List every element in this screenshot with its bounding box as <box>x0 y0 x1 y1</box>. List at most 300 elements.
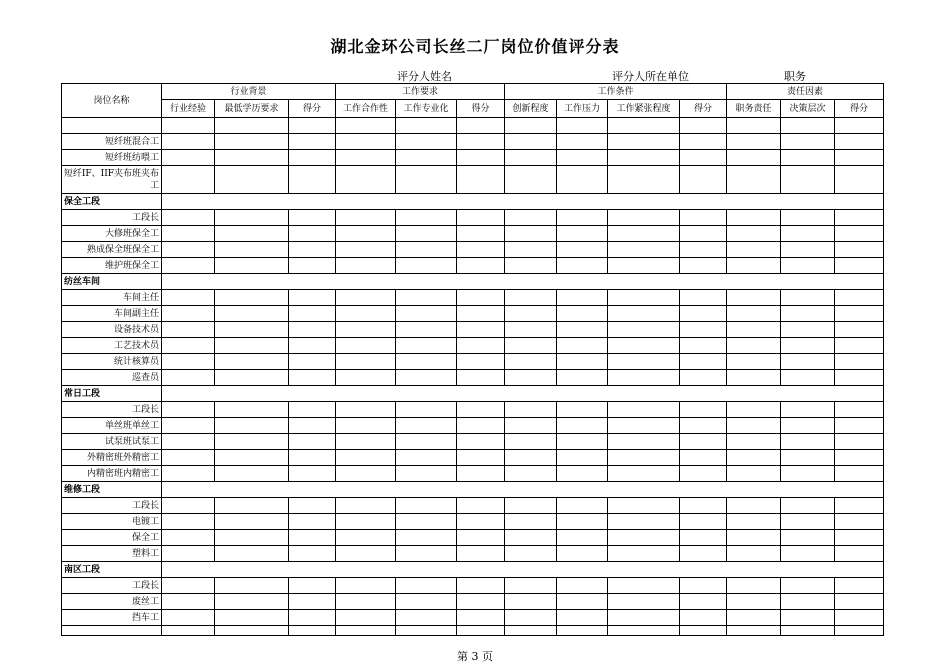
score-cell[interactable] <box>557 530 608 546</box>
score-cell[interactable] <box>557 578 608 594</box>
score-cell[interactable] <box>608 418 680 434</box>
score-cell[interactable] <box>162 258 215 274</box>
score-cell[interactable] <box>336 242 396 258</box>
score-cell[interactable] <box>396 210 457 226</box>
score-cell[interactable] <box>608 242 680 258</box>
score-cell[interactable] <box>505 434 557 450</box>
score-cell[interactable] <box>215 134 289 150</box>
score-cell[interactable] <box>162 610 215 626</box>
score-cell[interactable] <box>505 210 557 226</box>
score-cell[interactable] <box>608 610 680 626</box>
score-cell[interactable] <box>396 226 457 242</box>
score-cell[interactable] <box>608 546 680 562</box>
score-cell[interactable] <box>396 290 457 306</box>
score-cell[interactable] <box>289 514 336 530</box>
score-cell[interactable] <box>727 594 781 610</box>
score-cell[interactable] <box>396 242 457 258</box>
score-cell[interactable] <box>727 150 781 166</box>
score-cell[interactable] <box>336 150 396 166</box>
score-cell[interactable] <box>289 242 336 258</box>
score-cell[interactable] <box>289 258 336 274</box>
score-cell[interactable] <box>336 546 396 562</box>
score-cell[interactable] <box>336 322 396 338</box>
score-cell[interactable] <box>608 594 680 610</box>
score-cell[interactable] <box>727 450 781 466</box>
score-cell[interactable] <box>781 546 835 562</box>
score-cell[interactable] <box>336 434 396 450</box>
score-cell[interactable] <box>608 514 680 530</box>
score-cell[interactable] <box>162 450 215 466</box>
score-cell[interactable] <box>835 402 884 418</box>
score-cell[interactable] <box>289 594 336 610</box>
score-cell[interactable] <box>727 370 781 386</box>
score-cell[interactable] <box>505 150 557 166</box>
score-cell[interactable] <box>608 306 680 322</box>
score-cell[interactable] <box>727 546 781 562</box>
score-cell[interactable] <box>781 306 835 322</box>
score-cell[interactable] <box>457 610 505 626</box>
score-cell[interactable] <box>557 466 608 482</box>
score-cell[interactable] <box>505 338 557 354</box>
score-cell[interactable] <box>336 354 396 370</box>
score-cell[interactable] <box>215 322 289 338</box>
score-cell[interactable] <box>336 258 396 274</box>
score-cell[interactable] <box>289 338 336 354</box>
score-cell[interactable] <box>336 402 396 418</box>
score-cell[interactable] <box>457 594 505 610</box>
score-cell[interactable] <box>781 418 835 434</box>
score-cell[interactable] <box>781 338 835 354</box>
score-cell[interactable] <box>608 434 680 450</box>
score-cell[interactable] <box>505 402 557 418</box>
score-cell[interactable] <box>457 134 505 150</box>
score-cell[interactable] <box>557 594 608 610</box>
score-cell[interactable] <box>215 434 289 450</box>
score-cell[interactable] <box>557 226 608 242</box>
score-cell[interactable] <box>835 226 884 242</box>
score-cell[interactable] <box>505 578 557 594</box>
score-cell[interactable] <box>608 290 680 306</box>
score-cell[interactable] <box>727 578 781 594</box>
score-cell[interactable] <box>727 610 781 626</box>
score-cell[interactable] <box>608 578 680 594</box>
score-cell[interactable] <box>781 370 835 386</box>
score-cell[interactable] <box>557 150 608 166</box>
score-cell[interactable] <box>781 594 835 610</box>
score-cell[interactable] <box>162 546 215 562</box>
score-cell[interactable] <box>336 578 396 594</box>
score-cell[interactable] <box>162 354 215 370</box>
score-cell[interactable] <box>289 610 336 626</box>
score-cell[interactable] <box>336 610 396 626</box>
score-cell[interactable] <box>162 402 215 418</box>
score-cell[interactable] <box>336 450 396 466</box>
score-cell[interactable] <box>215 418 289 434</box>
score-cell[interactable] <box>215 354 289 370</box>
score-cell[interactable] <box>505 450 557 466</box>
score-cell[interactable] <box>505 354 557 370</box>
score-cell[interactable] <box>505 498 557 514</box>
score-cell[interactable] <box>289 402 336 418</box>
score-cell[interactable] <box>781 434 835 450</box>
score-cell[interactable] <box>557 166 608 194</box>
score-cell[interactable] <box>396 578 457 594</box>
score-cell[interactable] <box>215 578 289 594</box>
score-cell[interactable] <box>781 450 835 466</box>
score-cell[interactable] <box>608 466 680 482</box>
score-cell[interactable] <box>505 546 557 562</box>
score-cell[interactable] <box>396 546 457 562</box>
score-cell[interactable] <box>835 258 884 274</box>
score-cell[interactable] <box>457 402 505 418</box>
score-cell[interactable] <box>781 242 835 258</box>
score-cell[interactable] <box>457 150 505 166</box>
score-cell[interactable] <box>336 498 396 514</box>
score-cell[interactable] <box>608 354 680 370</box>
score-cell[interactable] <box>289 290 336 306</box>
score-cell[interactable] <box>557 610 608 626</box>
score-cell[interactable] <box>680 594 727 610</box>
score-cell[interactable] <box>396 134 457 150</box>
score-cell[interactable] <box>608 134 680 150</box>
score-cell[interactable] <box>396 466 457 482</box>
score-cell[interactable] <box>727 210 781 226</box>
score-cell[interactable] <box>289 434 336 450</box>
score-cell[interactable] <box>680 370 727 386</box>
score-cell[interactable] <box>215 290 289 306</box>
score-cell[interactable] <box>781 514 835 530</box>
score-cell[interactable] <box>727 466 781 482</box>
score-cell[interactable] <box>781 354 835 370</box>
score-cell[interactable] <box>505 610 557 626</box>
score-cell[interactable] <box>162 530 215 546</box>
score-cell[interactable] <box>289 150 336 166</box>
score-cell[interactable] <box>457 210 505 226</box>
score-cell[interactable] <box>608 370 680 386</box>
score-cell[interactable] <box>835 290 884 306</box>
score-cell[interactable] <box>835 546 884 562</box>
score-cell[interactable] <box>835 370 884 386</box>
score-cell[interactable] <box>457 226 505 242</box>
score-cell[interactable] <box>396 322 457 338</box>
score-cell[interactable] <box>608 498 680 514</box>
score-cell[interactable] <box>505 418 557 434</box>
score-cell[interactable] <box>505 226 557 242</box>
score-cell[interactable] <box>396 434 457 450</box>
score-cell[interactable] <box>396 402 457 418</box>
score-cell[interactable] <box>781 210 835 226</box>
score-cell[interactable] <box>457 498 505 514</box>
score-cell[interactable] <box>289 578 336 594</box>
score-cell[interactable] <box>162 306 215 322</box>
score-cell[interactable] <box>289 450 336 466</box>
score-cell[interactable] <box>505 530 557 546</box>
score-cell[interactable] <box>727 242 781 258</box>
score-cell[interactable] <box>557 370 608 386</box>
score-cell[interactable] <box>505 322 557 338</box>
score-cell[interactable] <box>457 338 505 354</box>
score-cell[interactable] <box>289 370 336 386</box>
score-cell[interactable] <box>680 498 727 514</box>
score-cell[interactable] <box>162 466 215 482</box>
score-cell[interactable] <box>557 354 608 370</box>
score-cell[interactable] <box>835 210 884 226</box>
score-cell[interactable] <box>396 166 457 194</box>
score-cell[interactable] <box>215 450 289 466</box>
score-cell[interactable] <box>727 530 781 546</box>
score-cell[interactable] <box>781 322 835 338</box>
score-cell[interactable] <box>215 338 289 354</box>
score-cell[interactable] <box>162 290 215 306</box>
score-cell[interactable] <box>396 498 457 514</box>
score-cell[interactable] <box>457 418 505 434</box>
score-cell[interactable] <box>457 450 505 466</box>
score-cell[interactable] <box>289 530 336 546</box>
score-cell[interactable] <box>336 290 396 306</box>
score-cell[interactable] <box>608 450 680 466</box>
score-cell[interactable] <box>835 530 884 546</box>
score-cell[interactable] <box>727 514 781 530</box>
score-cell[interactable] <box>835 322 884 338</box>
score-cell[interactable] <box>557 306 608 322</box>
score-cell[interactable] <box>162 418 215 434</box>
score-cell[interactable] <box>680 258 727 274</box>
score-cell[interactable] <box>727 166 781 194</box>
score-cell[interactable] <box>680 306 727 322</box>
score-cell[interactable] <box>215 226 289 242</box>
score-cell[interactable] <box>781 258 835 274</box>
score-cell[interactable] <box>727 418 781 434</box>
score-cell[interactable] <box>835 578 884 594</box>
score-cell[interactable] <box>162 226 215 242</box>
score-cell[interactable] <box>289 210 336 226</box>
score-cell[interactable] <box>680 322 727 338</box>
score-cell[interactable] <box>215 166 289 194</box>
score-cell[interactable] <box>457 514 505 530</box>
score-cell[interactable] <box>396 594 457 610</box>
score-cell[interactable] <box>557 290 608 306</box>
score-cell[interactable] <box>781 150 835 166</box>
score-cell[interactable] <box>557 402 608 418</box>
score-cell[interactable] <box>781 226 835 242</box>
score-cell[interactable] <box>727 226 781 242</box>
score-cell[interactable] <box>457 354 505 370</box>
score-cell[interactable] <box>835 166 884 194</box>
score-cell[interactable] <box>396 150 457 166</box>
score-cell[interactable] <box>289 226 336 242</box>
score-cell[interactable] <box>457 466 505 482</box>
score-cell[interactable] <box>215 258 289 274</box>
score-cell[interactable] <box>396 418 457 434</box>
score-cell[interactable] <box>835 150 884 166</box>
score-cell[interactable] <box>396 354 457 370</box>
score-cell[interactable] <box>781 530 835 546</box>
score-cell[interactable] <box>457 370 505 386</box>
score-cell[interactable] <box>781 610 835 626</box>
score-cell[interactable] <box>396 610 457 626</box>
score-cell[interactable] <box>680 242 727 258</box>
score-cell[interactable] <box>835 594 884 610</box>
score-cell[interactable] <box>835 134 884 150</box>
score-cell[interactable] <box>781 498 835 514</box>
score-cell[interactable] <box>162 514 215 530</box>
score-cell[interactable] <box>457 242 505 258</box>
score-cell[interactable] <box>215 514 289 530</box>
score-cell[interactable] <box>835 514 884 530</box>
score-cell[interactable] <box>336 226 396 242</box>
score-cell[interactable] <box>727 290 781 306</box>
score-cell[interactable] <box>162 434 215 450</box>
score-cell[interactable] <box>680 466 727 482</box>
score-cell[interactable] <box>457 546 505 562</box>
score-cell[interactable] <box>215 466 289 482</box>
score-cell[interactable] <box>557 434 608 450</box>
score-cell[interactable] <box>680 210 727 226</box>
score-cell[interactable] <box>727 338 781 354</box>
score-cell[interactable] <box>289 134 336 150</box>
score-cell[interactable] <box>557 258 608 274</box>
score-cell[interactable] <box>781 466 835 482</box>
score-cell[interactable] <box>680 434 727 450</box>
score-cell[interactable] <box>396 450 457 466</box>
score-cell[interactable] <box>727 134 781 150</box>
score-cell[interactable] <box>162 594 215 610</box>
score-cell[interactable] <box>680 166 727 194</box>
score-cell[interactable] <box>457 306 505 322</box>
score-cell[interactable] <box>215 306 289 322</box>
score-cell[interactable] <box>505 370 557 386</box>
score-cell[interactable] <box>215 242 289 258</box>
score-cell[interactable] <box>336 134 396 150</box>
score-cell[interactable] <box>608 150 680 166</box>
score-cell[interactable] <box>336 210 396 226</box>
score-cell[interactable] <box>457 166 505 194</box>
score-cell[interactable] <box>727 306 781 322</box>
score-cell[interactable] <box>505 166 557 194</box>
score-cell[interactable] <box>215 546 289 562</box>
score-cell[interactable] <box>557 418 608 434</box>
score-cell[interactable] <box>162 150 215 166</box>
score-cell[interactable] <box>505 258 557 274</box>
score-cell[interactable] <box>727 258 781 274</box>
score-cell[interactable] <box>289 166 336 194</box>
score-cell[interactable] <box>781 134 835 150</box>
score-cell[interactable] <box>727 498 781 514</box>
score-cell[interactable] <box>289 354 336 370</box>
score-cell[interactable] <box>680 402 727 418</box>
score-cell[interactable] <box>727 354 781 370</box>
score-cell[interactable] <box>680 530 727 546</box>
score-cell[interactable] <box>608 530 680 546</box>
score-cell[interactable] <box>396 338 457 354</box>
score-cell[interactable] <box>289 498 336 514</box>
score-cell[interactable] <box>162 370 215 386</box>
score-cell[interactable] <box>557 514 608 530</box>
score-cell[interactable] <box>336 530 396 546</box>
score-cell[interactable] <box>835 466 884 482</box>
score-cell[interactable] <box>336 514 396 530</box>
score-cell[interactable] <box>396 258 457 274</box>
score-cell[interactable] <box>727 322 781 338</box>
score-cell[interactable] <box>336 466 396 482</box>
score-cell[interactable] <box>457 578 505 594</box>
score-cell[interactable] <box>608 402 680 418</box>
score-cell[interactable] <box>727 402 781 418</box>
score-cell[interactable] <box>557 242 608 258</box>
score-cell[interactable] <box>336 594 396 610</box>
score-cell[interactable] <box>396 530 457 546</box>
score-cell[interactable] <box>680 338 727 354</box>
score-cell[interactable] <box>680 134 727 150</box>
score-cell[interactable] <box>162 578 215 594</box>
score-cell[interactable] <box>680 418 727 434</box>
score-cell[interactable] <box>557 134 608 150</box>
score-cell[interactable] <box>680 610 727 626</box>
score-cell[interactable] <box>505 290 557 306</box>
score-cell[interactable] <box>835 242 884 258</box>
score-cell[interactable] <box>336 370 396 386</box>
score-cell[interactable] <box>835 610 884 626</box>
score-cell[interactable] <box>289 466 336 482</box>
score-cell[interactable] <box>215 530 289 546</box>
score-cell[interactable] <box>505 514 557 530</box>
score-cell[interactable] <box>289 306 336 322</box>
score-cell[interactable] <box>336 338 396 354</box>
score-cell[interactable] <box>505 466 557 482</box>
score-cell[interactable] <box>835 354 884 370</box>
score-cell[interactable] <box>289 322 336 338</box>
score-cell[interactable] <box>781 166 835 194</box>
score-cell[interactable] <box>727 434 781 450</box>
score-cell[interactable] <box>608 322 680 338</box>
score-cell[interactable] <box>835 306 884 322</box>
score-cell[interactable] <box>835 338 884 354</box>
score-cell[interactable] <box>680 354 727 370</box>
score-cell[interactable] <box>215 594 289 610</box>
score-cell[interactable] <box>289 546 336 562</box>
score-cell[interactable] <box>162 242 215 258</box>
score-cell[interactable] <box>162 322 215 338</box>
score-cell[interactable] <box>680 578 727 594</box>
score-cell[interactable] <box>680 450 727 466</box>
score-cell[interactable] <box>505 306 557 322</box>
score-cell[interactable] <box>608 226 680 242</box>
score-cell[interactable] <box>215 150 289 166</box>
score-cell[interactable] <box>162 338 215 354</box>
score-cell[interactable] <box>457 434 505 450</box>
score-cell[interactable] <box>162 134 215 150</box>
score-cell[interactable] <box>336 306 396 322</box>
score-cell[interactable] <box>781 578 835 594</box>
score-cell[interactable] <box>162 498 215 514</box>
score-cell[interactable] <box>215 370 289 386</box>
score-cell[interactable] <box>835 434 884 450</box>
score-cell[interactable] <box>680 546 727 562</box>
score-cell[interactable] <box>215 402 289 418</box>
score-cell[interactable] <box>608 338 680 354</box>
score-cell[interactable] <box>457 530 505 546</box>
score-cell[interactable] <box>557 450 608 466</box>
score-cell[interactable] <box>162 166 215 194</box>
score-cell[interactable] <box>215 610 289 626</box>
score-cell[interactable] <box>680 226 727 242</box>
score-cell[interactable] <box>336 166 396 194</box>
score-cell[interactable] <box>680 290 727 306</box>
score-cell[interactable] <box>457 322 505 338</box>
score-cell[interactable] <box>557 322 608 338</box>
score-cell[interactable] <box>336 418 396 434</box>
score-cell[interactable] <box>505 134 557 150</box>
